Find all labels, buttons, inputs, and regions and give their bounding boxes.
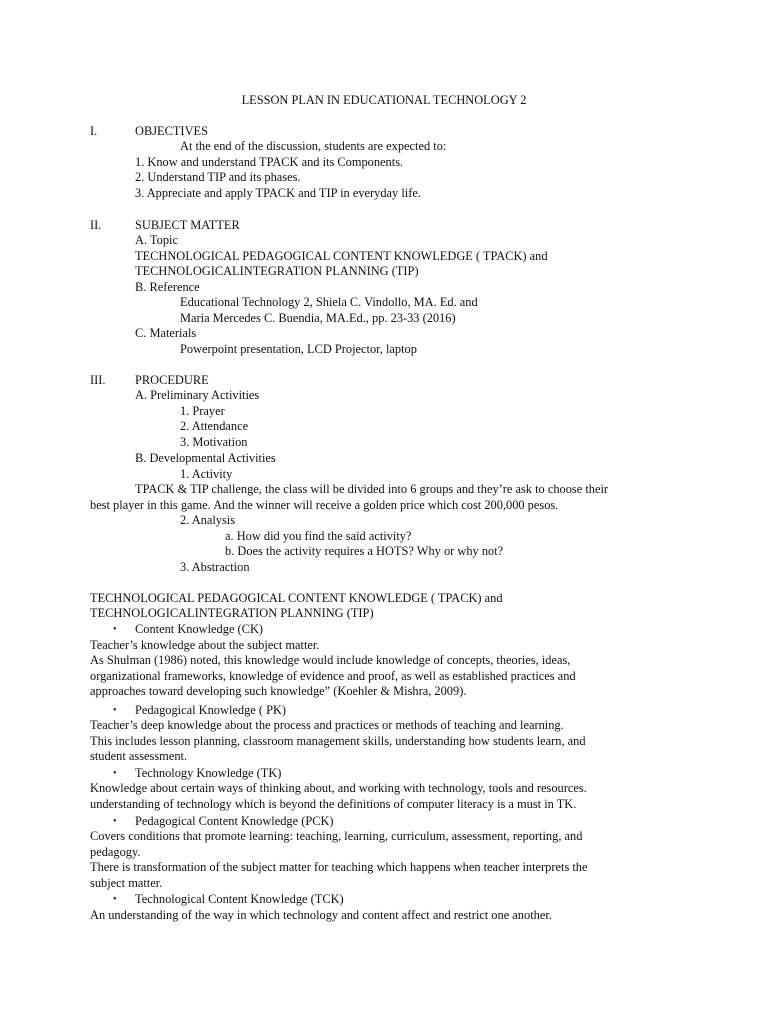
knowledge-line: student assessment. — [90, 749, 188, 763]
knowledge-line: organizational frameworks, knowledge of evidence and proof, as well as established practices and — [90, 669, 576, 683]
bullet-icon: • — [113, 816, 117, 827]
reference-line: Maria Mercedes C. Buendia, MA.Ed., pp. 23-33 (2016) — [180, 311, 456, 325]
topic-line: TECHNOLOGICALINTEGRATION PLANNING (TIP) — [135, 264, 419, 278]
knowledge-line: This includes lesson planning, classroom management skills, understanding how students learn, and — [90, 734, 586, 748]
knowledge-line: Teacher’s deep knowledge about the process and practices or methods of teaching and learning. — [90, 718, 564, 732]
knowledge-title: Content Knowledge (CK) — [135, 622, 264, 636]
analysis-question: a. How did you find the said activity? — [225, 529, 412, 543]
section-heading: OBJECTIVES — [135, 124, 208, 138]
knowledge-line: approaches toward developing such knowledge” (Koehler & Mishra, 2009). — [90, 684, 467, 698]
preliminary-item: 3. Motivation — [180, 435, 248, 449]
knowledge-line: There is transformation of the subject matter for teaching which happens when teacher interprets the — [90, 860, 588, 874]
analysis-question: b. Does the activity requires a HOTS? Why or why not? — [225, 544, 504, 558]
abstraction-heading-line: TECHNOLOGICALINTEGRATION PLANNING (TIP) — [90, 606, 374, 620]
activity-label: 1. Activity — [180, 467, 233, 481]
preliminary-item: 2. Attendance — [180, 419, 249, 433]
knowledge-line: pedagogy. — [90, 845, 141, 859]
topic-line: TECHNOLOGICAL PEDAGOGICAL CONTENT KNOWLEDGE ( TPACK) and — [135, 249, 548, 263]
document-title: LESSON PLAN IN EDUCATIONAL TECHNOLOGY 2 — [241, 93, 527, 107]
activity-line: best player in this game. And the winner will receive a golden price which cost 200,000 pesos. — [90, 498, 559, 512]
section-heading: PROCEDURE — [135, 373, 209, 387]
section-heading: SUBJECT MATTER — [135, 218, 240, 232]
developmental-label: B. Developmental Activities — [135, 451, 276, 465]
knowledge-line: subject matter. — [90, 876, 163, 890]
materials-text: Powerpoint presentation, LCD Projector, laptop — [180, 342, 417, 356]
knowledge-title: Technological Content Knowledge (TCK) — [135, 892, 344, 906]
objective-item: 3. Appreciate and apply TPACK and TIP in everyday life. — [135, 186, 421, 200]
preliminary-item: 1. Prayer — [180, 404, 225, 418]
section-numeral: I. — [90, 124, 98, 138]
section-numeral: III. — [90, 373, 106, 387]
knowledge-line: Teacher’s knowledge about the subject matter. — [90, 638, 320, 652]
knowledge-line: Knowledge about certain ways of thinking about, and working with technology, tools and resources. — [90, 781, 587, 795]
abstraction-heading-line: TECHNOLOGICAL PEDAGOGICAL CONTENT KNOWLEDGE ( TPACK) and — [90, 591, 503, 605]
reference-line: Educational Technology 2, Shiela C. Vindollo, MA. Ed. and — [180, 295, 478, 309]
knowledge-title: Pedagogical Knowledge ( PK) — [135, 703, 287, 717]
knowledge-line: An understanding of the way in which technology and content affect and restrict one another. — [90, 908, 552, 922]
section-numeral: II. — [90, 218, 102, 232]
preliminary-label: A. Preliminary Activities — [135, 388, 260, 402]
knowledge-line: As Shulman (1986) noted, this knowledge would include knowledge of concepts, theories, ideas, — [90, 653, 571, 667]
bullet-icon: • — [113, 705, 117, 716]
bullet-icon: • — [113, 768, 117, 779]
knowledge-line: understanding of technology which is beyond the definitions of computer literacy is a must in TK. — [90, 797, 577, 811]
knowledge-line: Covers conditions that promote learning: teaching, learning, curriculum, assessment, reporting, and — [90, 829, 583, 843]
objective-item: 1. Know and understand TPACK and its Components. — [135, 155, 404, 169]
knowledge-title: Technology Knowledge (TK) — [135, 766, 282, 780]
abstraction-label: 3. Abstraction — [180, 560, 250, 574]
reference-label: B. Reference — [135, 280, 200, 294]
activity-line: TPACK & TIP challenge, the class will be divided into 6 groups and they’re ask to choose their — [135, 482, 609, 496]
analysis-label: 2. Analysis — [180, 513, 236, 527]
bullet-icon: • — [113, 624, 117, 635]
objective-item: 2. Understand TIP and its phases. — [135, 170, 301, 184]
bullet-icon: • — [113, 894, 117, 905]
objectives-intro: At the end of the discussion, students are expected to: — [180, 139, 447, 153]
topic-label: A. Topic — [135, 233, 178, 247]
knowledge-title: Pedagogical Content Knowledge (PCK) — [135, 814, 334, 828]
materials-label: C. Materials — [135, 326, 197, 340]
